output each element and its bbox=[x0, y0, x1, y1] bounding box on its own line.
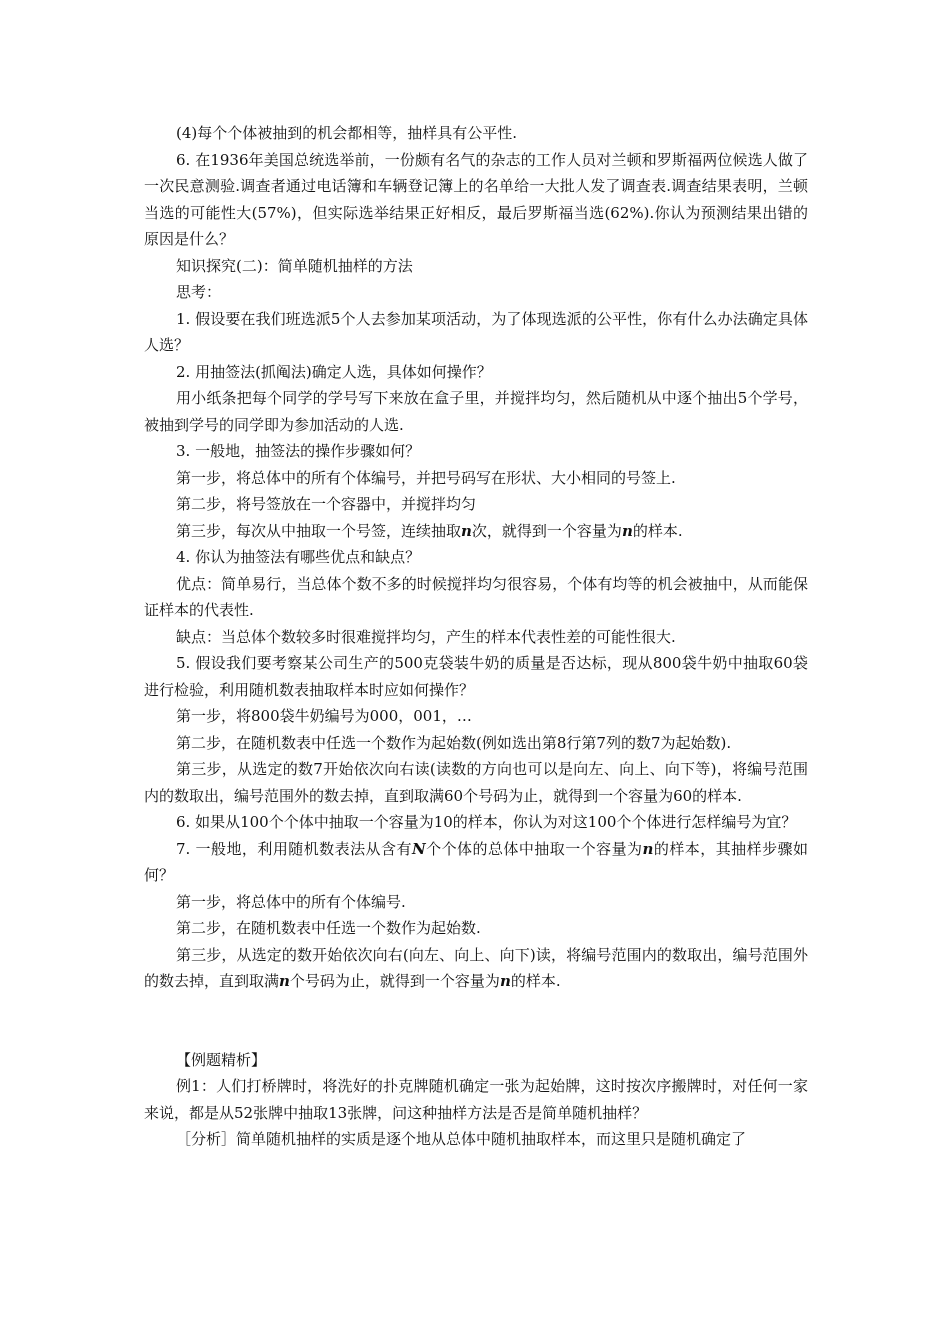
question-6-paragraph: 6. 如果从100个个体中抽取一个容量为10的样本，你认为对这100个个体进行怎样编号为宜？ bbox=[176, 813, 797, 831]
text-run: 的样本，其抽样步骤如何？ bbox=[144, 839, 808, 884]
paragraph: (4)每个个体被抽到的机会都相等，抽样具有公平性. bbox=[176, 124, 518, 142]
step-3: 第三步，从选定的数7开始依次向右读(读数的方向也可以是向左、向上、向下等)，将编号范围内的数取出，编号范围外的数去掉，直到取满60个号码为止，就得到一个容量为60的样本. bbox=[144, 760, 808, 805]
question-6-paragraph: 6. 在1936年美国总统选举前，一份颇有名气的杂志的工作人员对兰顿和罗斯福两位候选人做了一次民意测验.调查者通过电话簿和车辆登记簿上的名单给一大批人发了调查表.调查结果表明，兰顿当选的可能性大(57%)，但实际选举结果正好相反，最后罗斯福当选(62%).你认为预测结果出错的原因是什么？ bbox=[144, 150, 808, 248]
step-2: 第二步，将号签放在一个容器中，并搅拌均匀 bbox=[176, 495, 477, 513]
text-run: 的样本. bbox=[510, 972, 561, 990]
text-run: 7. 一般地，利用随机数表法从含有 bbox=[176, 839, 412, 858]
variable-n: n bbox=[642, 839, 654, 858]
text-run: 个个体的总体中抽取一个容量为 bbox=[425, 839, 643, 858]
question-5-paragraph: 5. 假设我们要考察某公司生产的500克袋装牛奶的质量是否达标，现从800袋牛奶中抽取60袋进行检验，利用随机数表抽取样本时应如何操作？ bbox=[144, 654, 808, 699]
question-4-paragraph: 4. 你认为抽签法有哪些优点和缺点？ bbox=[176, 548, 421, 566]
text-run: 第三步，从选定的数开始依次向右(向左、向上、向下)读，将编号范围内的数取出，编号范围外的数去掉，直到取满 bbox=[144, 945, 808, 990]
question-2-paragraph: 2. 用抽签法(抓阄法)确定人选，具体如何操作？ bbox=[176, 362, 492, 381]
question-7-paragraph bbox=[144, 836, 808, 889]
section-heading: 知识探究(二)：简单随机抽样的方法 bbox=[176, 256, 413, 275]
step-3 bbox=[144, 942, 808, 995]
variable-n: n bbox=[461, 521, 472, 540]
variable-n: n bbox=[499, 972, 511, 990]
spacer bbox=[144, 995, 808, 1047]
text-run: 个号码为止，就得到一个容量为 bbox=[289, 972, 500, 990]
think-label: 思考： bbox=[176, 283, 222, 301]
step-1: 第一步，将总体中的所有个体编号. bbox=[176, 892, 406, 911]
variable-N: N bbox=[411, 839, 426, 858]
document-body bbox=[144, 120, 808, 1153]
step-2: 第二步，在随机数表中任选一个数作为起始数. bbox=[176, 919, 481, 937]
step-2: 第二步，在随机数表中任选一个数作为起始数(例如选出第8行第7列的数7为起始数). bbox=[176, 733, 732, 752]
step-3 bbox=[144, 518, 808, 545]
variable-n: n bbox=[621, 521, 633, 540]
disadvantages-paragraph: 缺点：当总体个数较多时很难搅拌均匀，产生的样本代表性差的可能性很大. bbox=[176, 627, 676, 646]
text-run: 的样本. bbox=[632, 521, 683, 540]
text-run: 第三步，每次从中抽取一个号签，连续抽取 bbox=[176, 521, 462, 540]
analysis-paragraph: ［分析］简单随机抽样的实质是逐个地从总体中随机抽取样本，而这里只是随机确定了 bbox=[176, 1130, 747, 1148]
question-3-paragraph: 3. 一般地，抽签法的操作步骤如何？ bbox=[176, 442, 421, 460]
step-1: 第一步，将总体中的所有个体编号，并把号码写在形状、大小相同的号签上. bbox=[176, 468, 676, 487]
advantages-paragraph: 优点：简单易行，当总体个数不多的时候搅拌均匀很容易，个体有均等的机会被抽中，从而能保证样本的代表性. bbox=[144, 574, 808, 619]
step-1: 第一步，将800袋牛奶编号为000，001，… bbox=[176, 707, 472, 725]
example-heading: 【例题精析】 bbox=[176, 1050, 267, 1069]
answer-paragraph: 用小纸条把每个同学的学号写下来放在盒子里，并搅拌均匀，然后随机从中逐个抽出5个学号，被抽到学号的同学即为参加活动的人选. bbox=[144, 389, 808, 434]
text-run: 次，就得到一个容量为 bbox=[471, 521, 622, 540]
variable-n: n bbox=[279, 972, 290, 990]
example-1-paragraph: 例1：人们打桥牌时，将洗好的扑克牌随机确定一张为起始牌，这时按次序搬牌时，对任何一家来说，都是从52张牌中抽取13张牌，问这种抽样方法是否是简单随机抽样？ bbox=[144, 1077, 808, 1122]
question-1-paragraph: 1. 假设要在我们班选派5个人去参加某项活动，为了体现选派的公平性，你有什么办法确定具体人选？ bbox=[144, 309, 808, 354]
